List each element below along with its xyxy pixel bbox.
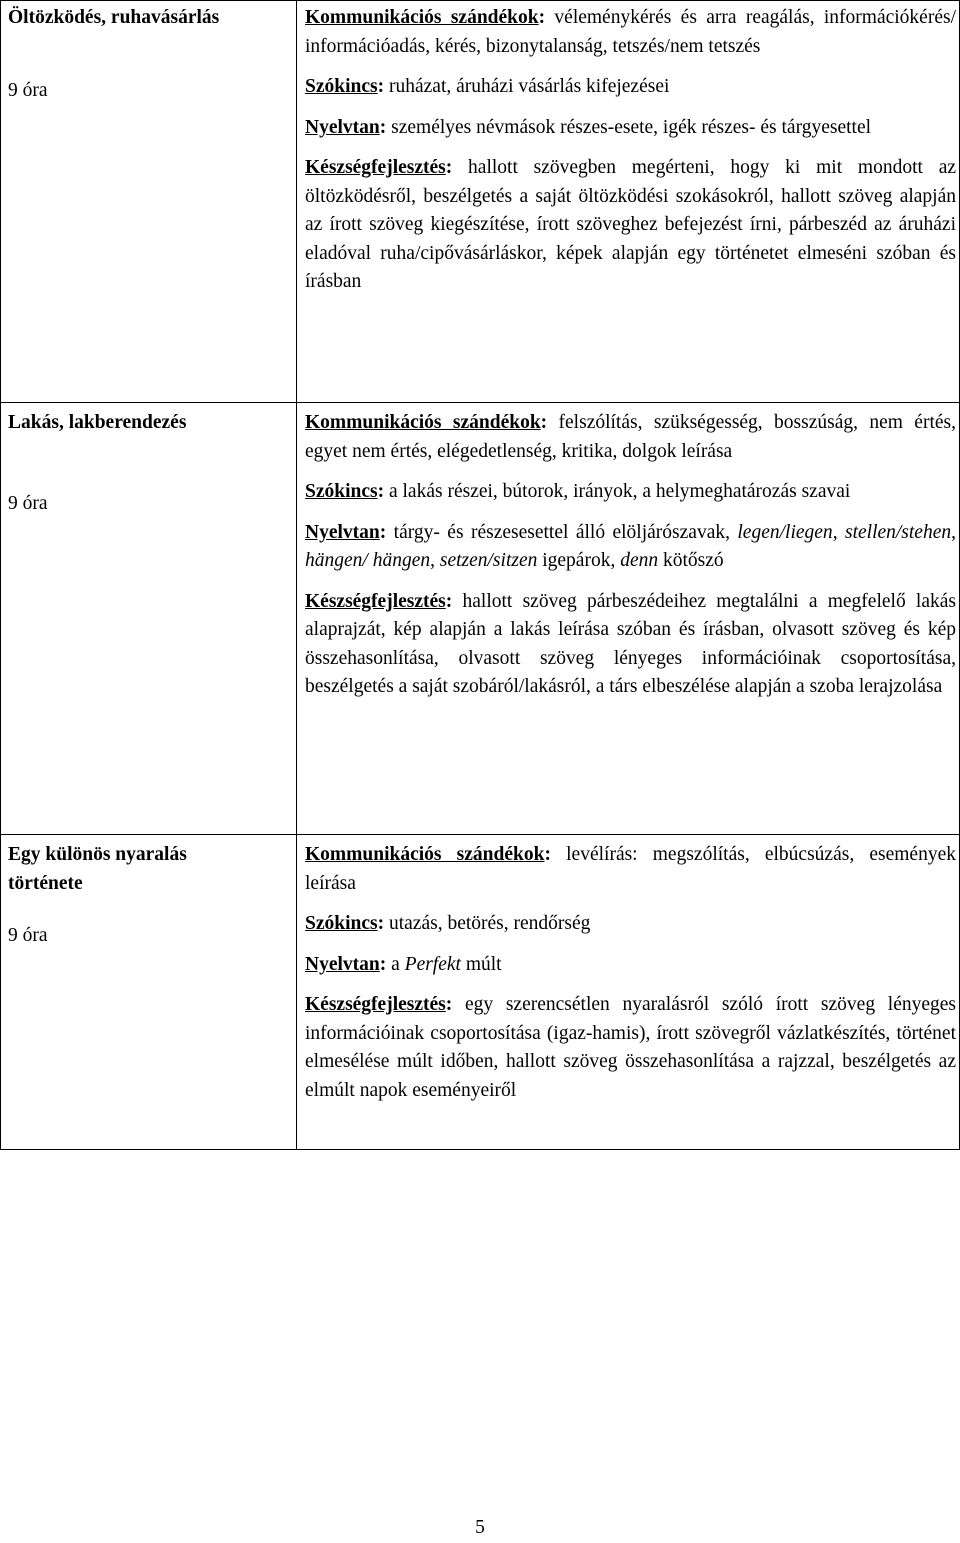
kommunikacio-paragraph: Kommunikációs szándékok: levélírás: megszólítás, elbúcsúzás, események leírása xyxy=(305,844,956,894)
nyelvtan-tense: Perfekt xyxy=(404,953,461,975)
szokincs-text: utazás, betörés, rendőrség xyxy=(384,913,591,934)
nyelvtan-verb-pair: hängen/ hängen xyxy=(305,550,431,571)
kommunikacio-text: véleménykérés és arra reagálás, információkérés/ információadás, kérés, bizonytalanság, tetszés/nem tetszés xyxy=(305,7,956,57)
keszseg-text: hallott szöveg párbeszédeihez megtalálni a megfelelő lakás alaprajzát, kép alapján a lakás leírása szóban és írásban, olvasott szöveg és kép összehasonlítása, olvasott szöveg lényeges információinak csoportosítása, beszélgetés a saját szobáról/lakásról, a társ elbeszélése alapján a szoba lerajzolása xyxy=(305,590,956,697)
kommunikacio-label: Kommunikációs szándékok xyxy=(305,7,539,28)
nyelvtan-text: személyes névmások részes-esete, igék részes- és tárgyesettel xyxy=(386,116,872,138)
keszseg-paragraph: Készségfejlesztés: egy szerencsétlen nyaralásról szóló írott szöveg lényeges információinak csoportosítása (igaz-hamis), írott szövegről vázlatkészítés, történet elmesélése múlt időben, hallott szöveg összehasonlítása a rajzzal, beszélgetés az elmúlt napok eseményeiről xyxy=(305,994,956,1101)
szokincs-paragraph: Szókincs: ruházat, áruházi vásárlás kifejezései xyxy=(305,76,670,97)
keszseg-text: hallott szövegben megérteni, hogy ki mit mondott az öltözködésről, beszélgetés a saját öltözködési szokásokról, hallott szöveg alapján az írott szöveg kiegészítése, írott szöveghez befejezést írni, párbeszéd az áruházi eladóval ruha/cipővásárláskor, képek alapján egy történetet elmeséni szóban és írásban xyxy=(305,157,956,292)
nyelvtan-separator: , xyxy=(951,521,956,543)
nyelvtan-label: Nyelvtan xyxy=(305,116,380,138)
keszseg-text: egy szerencsétlen nyaralásról szóló írott szöveg lényeges információinak csoportosítása (igaz-hamis), írott szövegről vázlatkészítés, történet elmesélése múlt időben, hallott szöveg összehasonlítása a rajzzal, beszélgetés az elmúlt napok eseményeiről xyxy=(305,994,956,1101)
kommunikacio-label: Kommunikációs szándékok xyxy=(305,412,541,433)
topic-hours: 9 óra xyxy=(8,79,48,101)
topic-content xyxy=(305,4,956,309)
topic-title: Lakás, lakberendezés xyxy=(8,412,187,433)
topic-title: Öltözködés, ruhavásárlás xyxy=(8,7,220,28)
nyelvtan-text: tárgy- és részesesettel álló elöljárószavak, xyxy=(386,521,738,543)
kommunikacio-text: felszólítás, szükségesség, bosszúság, nem értés, egyet nem értés, elégedetlenség, kritika, dolgok leírása xyxy=(305,412,956,462)
nyelvtan-text: a xyxy=(386,953,405,975)
nyelvtan-verb-pair: setzen/sitzen xyxy=(439,550,538,571)
topic-content xyxy=(305,409,956,714)
szokincs-paragraph: Szókincs: utazás, betörés, rendőrség xyxy=(305,913,591,934)
keszseg-label: Készségfejlesztés xyxy=(305,590,446,612)
nyelvtan-text: kötőszó xyxy=(658,550,724,571)
szokincs-label: Szókincs xyxy=(305,76,378,97)
nyelvtan-paragraph: Nyelvtan: a Perfekt múlt xyxy=(305,953,502,975)
page-number: 5 xyxy=(475,1517,485,1538)
keszseg-label: Készségfejlesztés xyxy=(305,157,446,178)
nyelvtan-verb-pair: stellen/stehen xyxy=(844,521,952,543)
topic-content xyxy=(305,841,956,1117)
szokincs-text: ruházat, áruházi vásárlás kifejezései xyxy=(384,76,670,97)
topic-cell xyxy=(0,409,300,518)
nyelvtan-text: múlt xyxy=(460,953,502,975)
topic-title: Egy különös nyaralás története xyxy=(8,844,187,894)
nyelvtan-label: Nyelvtan xyxy=(305,953,380,975)
szokincs-paragraph: Szókincs: a lakás részei, bútorok, irányok, a helymeghatározás szavai xyxy=(305,481,851,502)
keszseg-paragraph: Készségfejlesztés: hallott szövegben megérteni, hogy ki mit mondott az öltözködésről, beszélgetés a saját öltözködési szokásokról, hallott szöveg alapján az írott szöveg kiegészítése, írott szöveghez befejezést írni, párbeszéd az áruházi eladóval ruha/cipővásárláskor, képek alapján egy történetet elmeséni szóban és írásban xyxy=(305,157,956,292)
nyelvtan-verb-pair: legen/liegen xyxy=(737,521,833,543)
nyelvtan-separator: , xyxy=(430,550,440,571)
topic-row-lakas xyxy=(0,402,960,697)
topic-hours: 9 óra xyxy=(8,925,48,946)
table-column-divider xyxy=(296,0,297,1150)
topic-row-nyaralas xyxy=(0,834,960,1101)
table-left-border xyxy=(0,0,1,1150)
nyelvtan-label: Nyelvtan xyxy=(305,521,380,543)
nyelvtan-text: igepárok, xyxy=(537,550,621,571)
keszseg-paragraph: Készségfejlesztés: hallott szöveg párbeszédeihez megtalálni a megfelelő lakás alaprajzát, kép alapján a lakás leírása szóban és írásban, olvasott szöveg és kép összehasonlítása, olvasott szöveg lényeges információinak csoportosítása, beszélgetés a saját szobáról/lakásról, a társ elbeszélése alapján a szoba lerajzolása xyxy=(305,590,956,697)
kommunikacio-paragraph: Kommunikációs szándékok: véleménykérés és arra reagálás, információkérés/ információadás, kérés, bizonytalanság, tetszés/nem tetszés xyxy=(305,7,956,57)
szokincs-label: Szókincs xyxy=(305,481,378,502)
nyelvtan-paragraph: Nyelvtan: tárgy- és részesesettel álló elöljárószavak, legen/liegen, stellen/stehen, hängen/ hängen, setzen/sitzen igepárok, denn kötőszó xyxy=(305,521,956,571)
nyelvtan-conjunction: denn xyxy=(620,550,659,571)
szokincs-label: Szókincs xyxy=(305,913,378,934)
keszseg-label: Készségfejlesztés xyxy=(305,994,446,1015)
topic-cell xyxy=(0,841,300,951)
topic-cell xyxy=(0,4,300,105)
nyelvtan-paragraph: Nyelvtan: személyes névmások részes-esete, igék részes- és tárgyesettel xyxy=(305,116,872,138)
table-bottom-border xyxy=(0,1149,960,1150)
table-top-border xyxy=(0,0,960,1)
szokincs-text: a lakás részei, bútorok, irányok, a helymeghatározás szavai xyxy=(384,481,851,502)
nyelvtan-separator: , xyxy=(832,521,845,543)
kommunikacio-label: Kommunikációs szándékok xyxy=(305,844,545,865)
kommunikacio-paragraph: Kommunikációs szándékok: felszólítás, szükségesség, bosszúság, nem értés, egyet nem értés, elégedetlenség, kritika, dolgok leírása xyxy=(305,412,956,462)
topic-hours: 9 óra xyxy=(8,492,48,514)
kommunikacio-text: levélírás: megszólítás, elbúcsúzás, események leírása xyxy=(305,844,956,894)
